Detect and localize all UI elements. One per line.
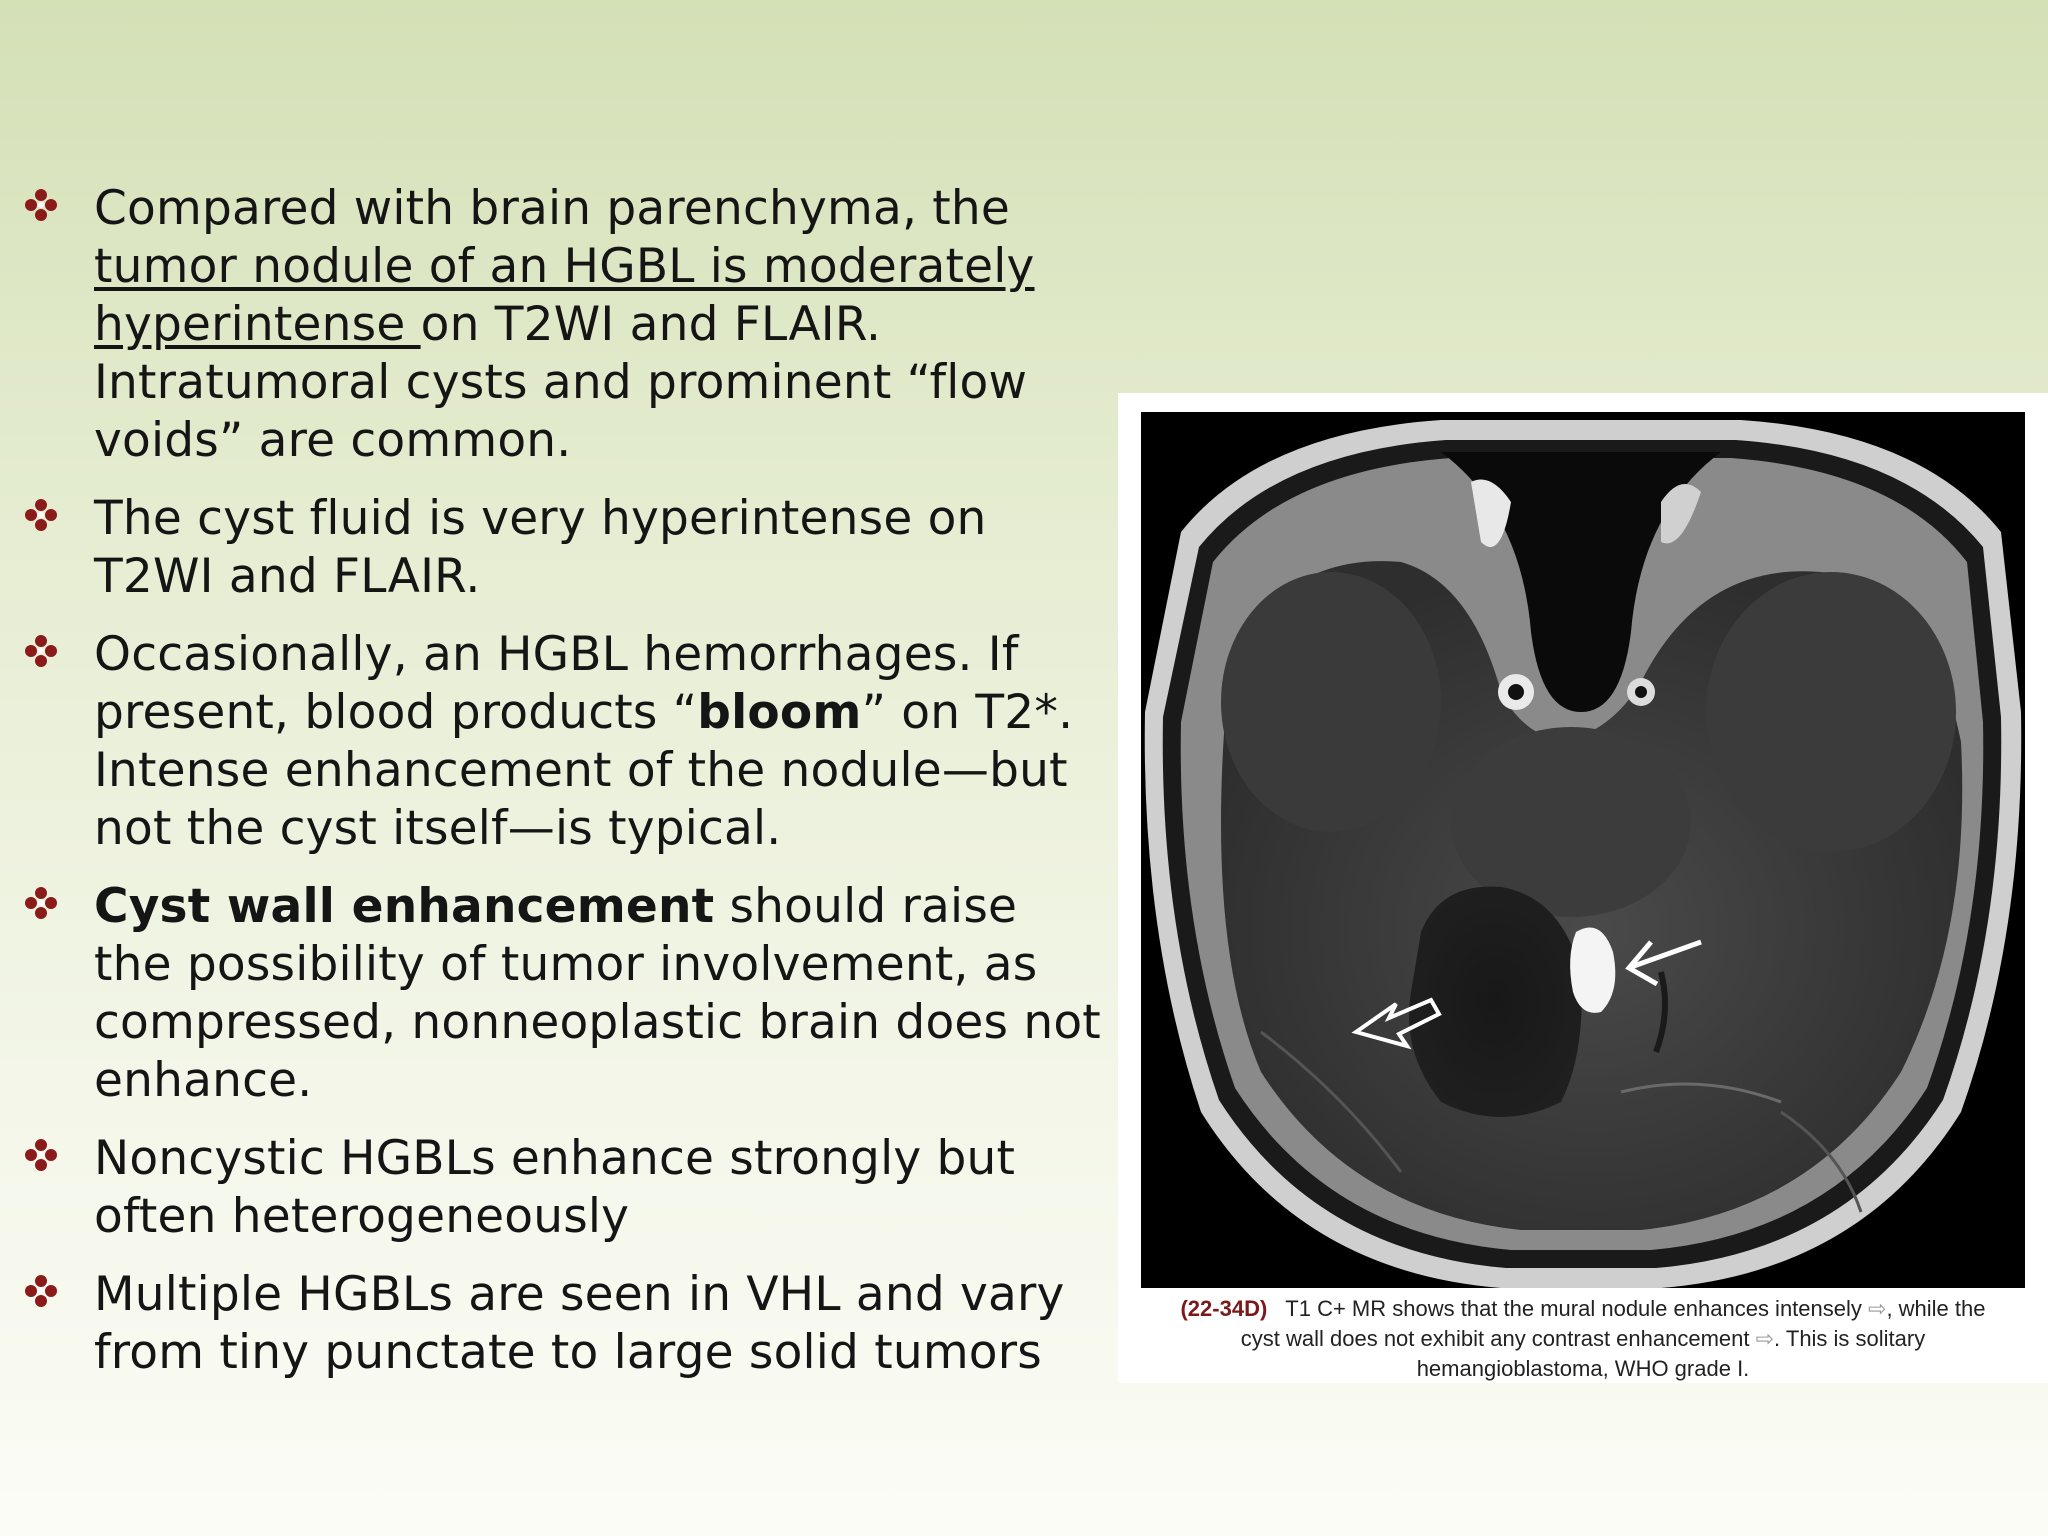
bullet-item — [24, 1130, 1104, 1246]
text-run: Occasionally, an HGBL hemorrhages. If present, blood products “ — [94, 627, 1019, 740]
bullet-item — [24, 878, 1104, 1110]
bullet-list — [24, 180, 1104, 1402]
bold-text: bloom — [697, 685, 862, 740]
figure-caption — [1158, 1294, 2008, 1384]
bullet-text — [94, 180, 1104, 470]
bullet-icon — [24, 180, 94, 222]
bullet-item — [24, 490, 1104, 606]
caption-tag: (22-34D) — [1180, 1296, 1268, 1321]
mri-figure — [1118, 393, 2048, 1383]
text-run: on T2WI and FLAIR. Intratumoral cysts and prominent “flow voids” are common. — [94, 297, 1028, 468]
bullet-text — [94, 1266, 1104, 1382]
bullet-icon — [24, 490, 94, 532]
text-run: The cyst fluid is very hyperintense on T2WI and FLAIR. — [94, 491, 987, 604]
bullet-text — [94, 1130, 1104, 1246]
text-run: ” on T2*. Intense enhancement of the nodule—but not the cyst itself—is typical. — [94, 685, 1074, 856]
bullet-text — [94, 490, 1104, 606]
underlined-text: tumor nodule of an HGBL is moderately hyperintense — [94, 239, 1035, 352]
text-run: Multiple HGBLs are seen in VHL and vary from tiny punctate to large solid tumors — [94, 1267, 1065, 1380]
bullet-icon — [24, 878, 94, 920]
caption-text-2: , while the cyst wall does not exhibit any contrast enhancement — [1240, 1296, 1986, 1351]
bullet-icon — [24, 626, 94, 668]
caption-text-3: . This is solitary hemangioblastoma, WHO grade I. — [1416, 1326, 1926, 1381]
bullet-text — [94, 878, 1104, 1110]
mri-image — [1141, 412, 2025, 1288]
caption-text-1: T1 C+ MR shows that the mural nodule enhances intensely — [1285, 1296, 1868, 1321]
bullet-item — [24, 626, 1104, 858]
bullet-text — [94, 626, 1104, 858]
bullet-icon — [24, 1130, 94, 1172]
bold-text: Cyst wall enhancement — [94, 879, 715, 934]
text-run: should raise the possibility of tumor involvement, as compressed, nonneoplastic brain does not enhance. — [94, 879, 1101, 1108]
bullet-item — [24, 180, 1104, 470]
text-run: Noncystic HGBLs enhance strongly but often heterogeneously — [94, 1131, 1016, 1244]
bullet-icon — [24, 1266, 94, 1308]
bullet-item — [24, 1266, 1104, 1382]
open-arrow-icon: ⇨ — [1755, 1326, 1775, 1351]
text-run: Compared with brain parenchyma, the — [94, 181, 1011, 236]
solid-arrow-icon: ⇨ — [1868, 1296, 1887, 1321]
